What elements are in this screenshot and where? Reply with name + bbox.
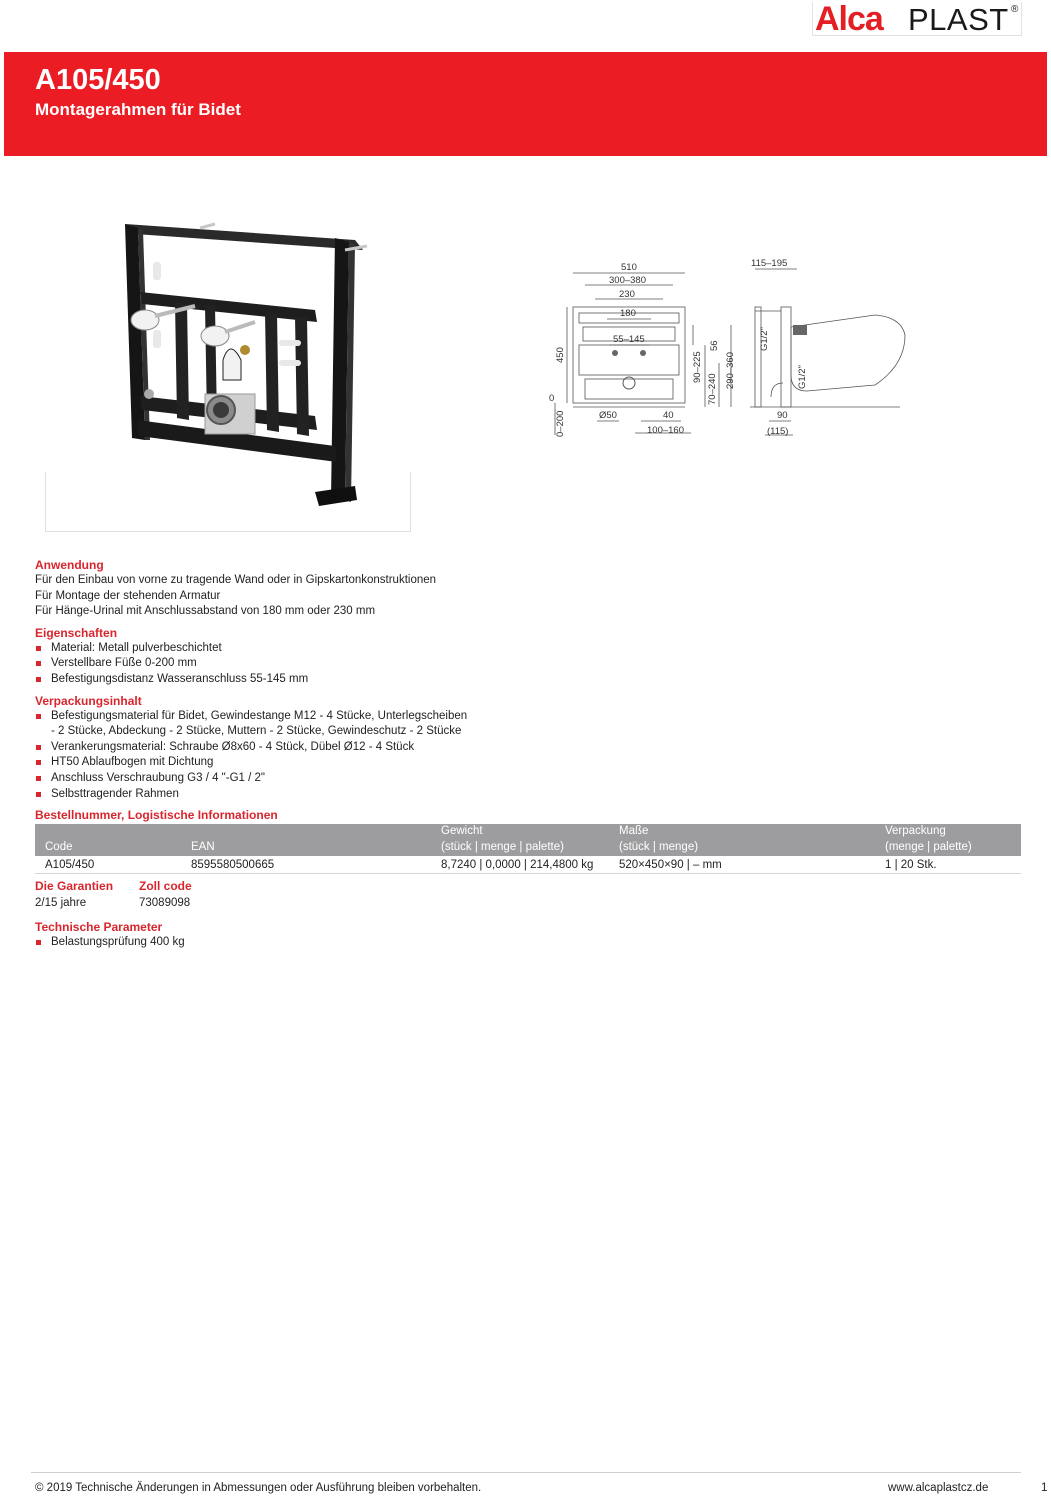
list-item: Befestigungsmaterial für Bidet, Gewindestange M12 - 4 Stücke, Unterlegscheiben bbox=[35, 709, 1025, 725]
guarantee-block bbox=[35, 878, 1025, 914]
header-verpackung-sub: (menge | palette) bbox=[885, 841, 972, 854]
list-item: Anschluss Verschraubung G3 / 4 "-G1 / 2" bbox=[35, 771, 1025, 787]
cell-code: A105/450 bbox=[45, 859, 95, 872]
dim-290-360: 290–360 bbox=[725, 352, 736, 389]
section-eigenschaften-title: Eigenschaften bbox=[35, 625, 118, 640]
dim-230: 230 bbox=[619, 289, 635, 300]
dim-450: 450 bbox=[555, 347, 566, 363]
page-number: 1 bbox=[1041, 1482, 1048, 1494]
list-item: Material: Metall pulverbeschichtet bbox=[35, 641, 1025, 657]
list-item: Selbsttragender Rahmen bbox=[35, 787, 1025, 803]
section-logistics-title: Bestellnummer, Logistische Informationen bbox=[35, 808, 278, 823]
cell-gewicht: 8,7240 | 0,0000 | 214,4800 kg bbox=[441, 859, 594, 872]
product-details bbox=[35, 557, 1025, 951]
footer-copyright: © 2019 Technische Änderungen in Abmessungen oder Ausführung bleiben vorbehalten. bbox=[35, 1482, 482, 1494]
dim-70-240: 70–240 bbox=[707, 373, 718, 405]
dim-55-145: 55–145 bbox=[613, 334, 645, 345]
header-code: Code bbox=[45, 841, 73, 854]
dim-300-380: 300–380 bbox=[609, 275, 646, 286]
anwendung-line: Für den Einbau von vorne zu tragende Wand oder in Gipskartonkonstruktionen bbox=[35, 574, 437, 586]
dim-115-195: 115–195 bbox=[751, 258, 788, 269]
dim-g12-bottom: G1/2" bbox=[797, 365, 808, 389]
table-row bbox=[35, 856, 1021, 874]
dim-56: 56 bbox=[709, 340, 720, 351]
dim-90: 90 bbox=[777, 410, 788, 421]
header-verpackung: Verpackung bbox=[885, 825, 946, 838]
dim-0-200: 0–200 bbox=[555, 410, 566, 437]
list-item: Verankerungsmaterial: Schraube Ø8x60 - 4 Stück, Dübel Ø12 - 4 Stück bbox=[35, 740, 1025, 756]
dim-510: 510 bbox=[621, 262, 637, 273]
brand-logo-plast: PLAST bbox=[908, 2, 1009, 37]
brand-logo bbox=[812, 2, 1022, 36]
cell-verpackung: 1 | 20 Stk. bbox=[885, 859, 937, 872]
dim-d50: Ø50 bbox=[599, 410, 617, 421]
list-item: HT50 Ablaufbogen mit Dichtung bbox=[35, 755, 1025, 771]
dim-90-225: 90–225 bbox=[692, 351, 703, 383]
list-item: Befestigungsdistanz Wasseranschluss 55-145 mm bbox=[35, 672, 1025, 688]
header-gewicht: Gewicht bbox=[441, 825, 483, 838]
product-photo-frame bbox=[45, 472, 411, 532]
header-gewicht-sub: (stück | menge | palette) bbox=[441, 841, 564, 854]
dim-180: 180 bbox=[620, 308, 636, 319]
dim-40: 40 bbox=[663, 410, 674, 421]
anwendung-line: Für Hänge-Urinal mit Anschlussabstand von 180 mm oder 230 mm bbox=[35, 605, 376, 618]
anwendung-line: Für Montage der stehenden Armatur bbox=[35, 589, 221, 602]
list-item: Verstellbare Füße 0-200 mm bbox=[35, 656, 1025, 672]
brand-logo-alca: Alca bbox=[815, 0, 883, 38]
technische-list bbox=[35, 935, 1025, 951]
verpackungsinhalt-list bbox=[35, 709, 1025, 803]
cell-ean: 8595580500665 bbox=[191, 859, 275, 872]
list-item: Belastungsprüfung 400 kg bbox=[35, 935, 1025, 951]
footer-divider bbox=[31, 1472, 1021, 1473]
logistics-table-header bbox=[35, 824, 1021, 856]
logistics-table bbox=[35, 824, 1021, 874]
garantien-value: 2/15 jahre bbox=[35, 897, 87, 910]
dim-100-160: 100–160 bbox=[647, 425, 684, 436]
zoll-label: Zoll code bbox=[139, 879, 192, 894]
product-subtitle: Montagerahmen für Bidet bbox=[35, 100, 241, 119]
eigenschaften-list bbox=[35, 641, 1025, 688]
section-technische-title: Technische Parameter bbox=[35, 920, 163, 935]
list-item-continuation: - 2 Stücke, Abdeckung - 2 Stücke, Muttern - 2 Stücke, Gewindeschutz - 2 Stücke bbox=[51, 725, 462, 738]
product-code-title: A105/450 bbox=[35, 64, 161, 96]
section-verpackungsinhalt-title: Verpackungsinhalt bbox=[35, 693, 142, 708]
header-masse: Maße bbox=[619, 825, 649, 838]
brand-logo-registered: ® bbox=[1011, 4, 1019, 15]
zoll-value: 73089098 bbox=[139, 897, 191, 910]
technical-drawing bbox=[545, 255, 910, 445]
footer-website-link[interactable]: www.alcaplastcz.de bbox=[888, 1482, 989, 1494]
header-banner bbox=[4, 52, 1047, 156]
dim-0: 0 bbox=[549, 393, 555, 404]
header-ean: EAN bbox=[191, 841, 215, 854]
garantien-label: Die Garantien bbox=[35, 879, 114, 894]
section-anwendung-title: Anwendung bbox=[35, 558, 104, 572]
cell-masse: 520×450×90 | – mm bbox=[619, 859, 722, 872]
header-masse-sub: (stück | menge) bbox=[619, 841, 699, 854]
dim-g12-top: G1/2" bbox=[759, 327, 770, 351]
dim-115: (115) bbox=[767, 426, 789, 437]
